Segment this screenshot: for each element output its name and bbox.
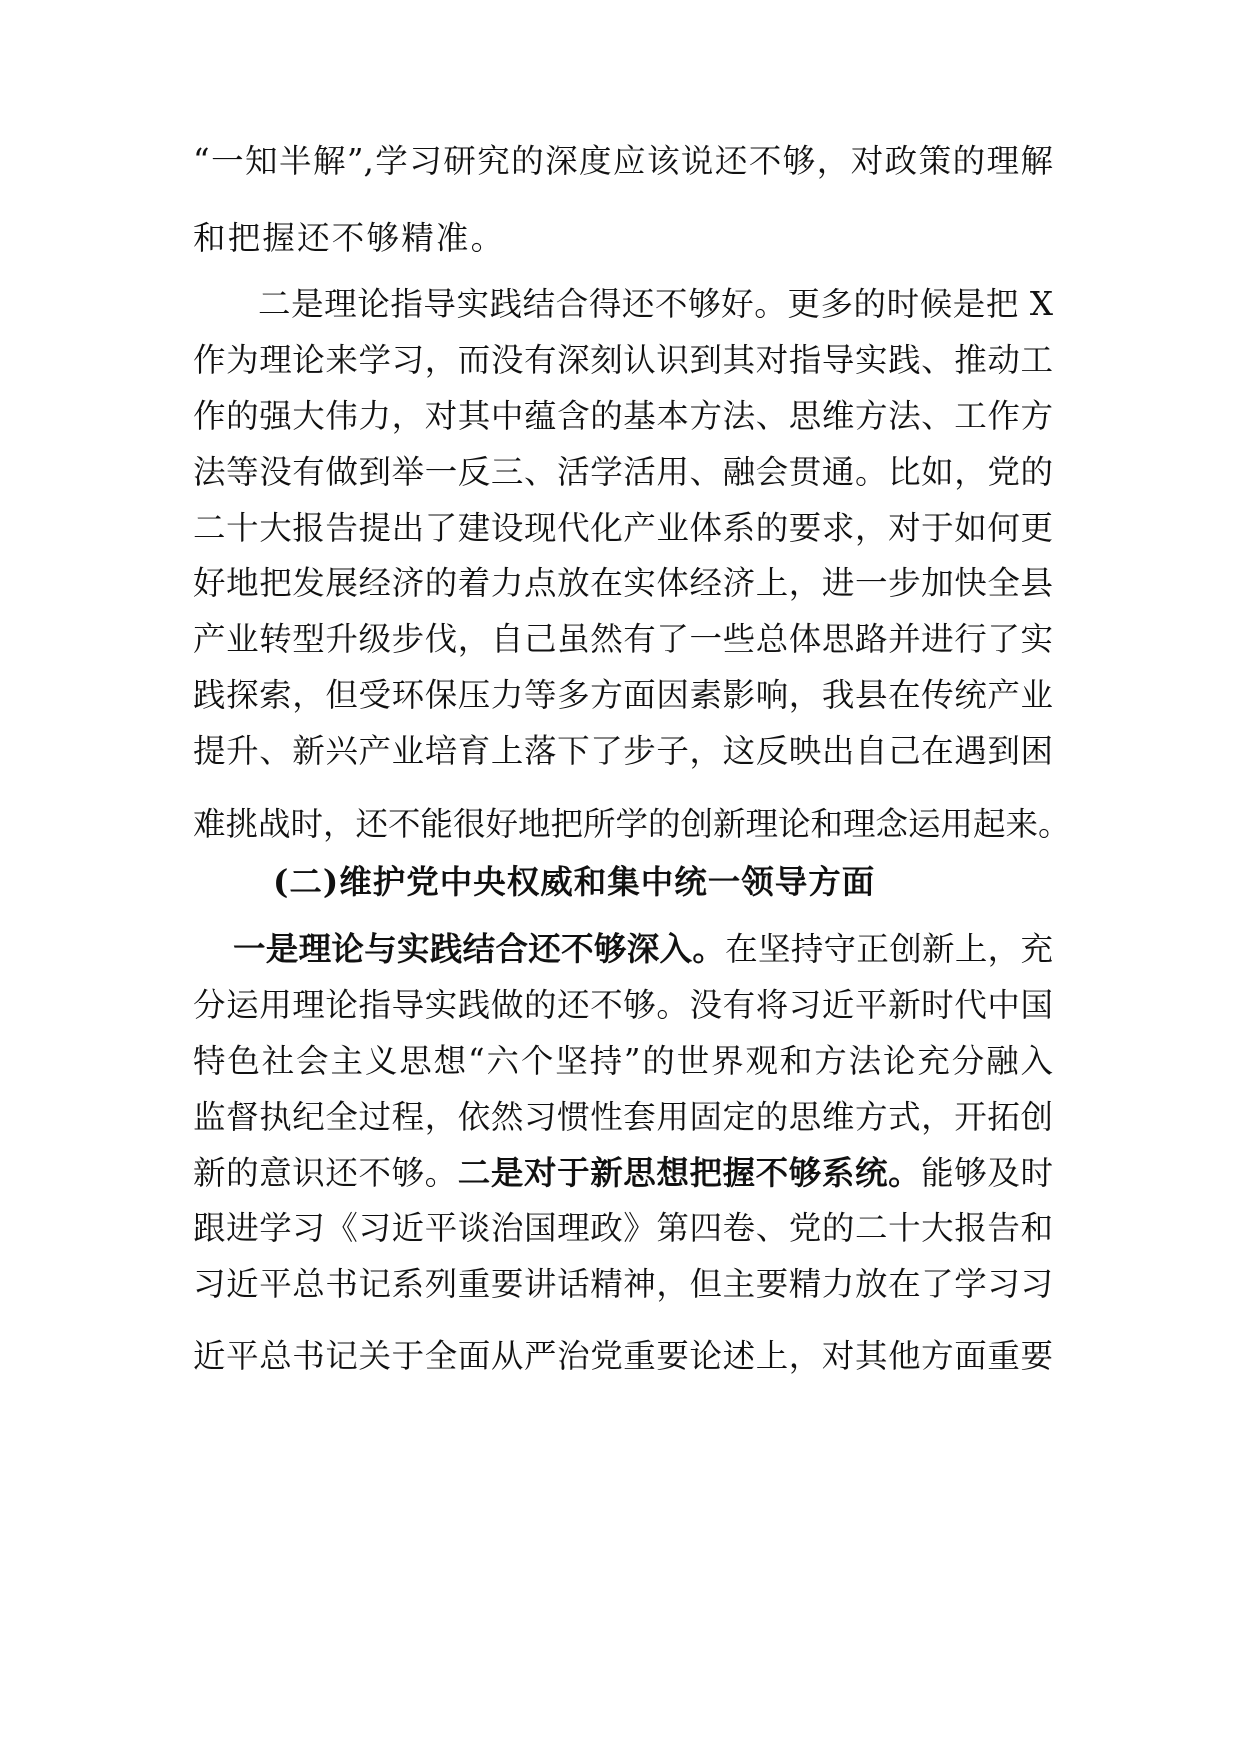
text-line-2: 和把握还不够精准。 [193, 219, 506, 257]
section-line-7: 习近平总书记系列重要讲话精神，但主要精力放在了学习习 [193, 1265, 1053, 1303]
section-heading: (二)维护党中央权威和集中统一领导方面 [273, 862, 876, 901]
section-line-5-rest: 能够及时 [921, 1154, 1053, 1192]
text-line-6: 法等没有做到举一反三、活学活用、融会贯通。比如，党的 [193, 453, 1053, 491]
text-line-7: 二十大报告提出了建设现代化产业体系的要求，对于如何更 [193, 509, 1053, 547]
text-line-1: “一知半解”,学习研究的深度应该说还不够，对政策的理解 [193, 142, 1053, 180]
bold-lead-2: 二是对于新思想把握不够系统。 [457, 1153, 922, 1192]
section-line-3: 特色社会主义思想“六个坚持”的世界观和方法论充分融入 [193, 1042, 1053, 1080]
section-line-4: 监督执纪全过程，依然习惯性套用固定的思维方式，开拓创 [193, 1098, 1053, 1136]
section-line-5 [193, 1151, 1053, 1195]
text-line-11: 提升、新兴产业培育上落下了步子，这反映出自己在遇到困 [193, 732, 1053, 770]
text-line-12: 难挑战时，还不能很好地把所学的创新理论和理念运用起来。 [193, 805, 1071, 843]
section-line-1 [233, 927, 1053, 971]
section-line-1-rest: 在坚持守正创新上，充 [725, 930, 1053, 968]
text-line-10: 践探索，但受环保压力等多方面因素影响，我县在传统产业 [193, 676, 1053, 714]
section-line-5-pre: 新的意识还不够。 [193, 1154, 458, 1192]
text-line-8: 好地把发展经济的着力点放在实体经济上，进一步加快全县 [193, 564, 1053, 602]
bold-lead-1: 一是理论与实践结合还不够深入。 [233, 929, 726, 968]
section-line-2: 分运用理论指导实践做的还不够。没有将习近平新时代中国 [193, 986, 1053, 1024]
text-line-3: 二是理论指导实践结合得还不够好。更多的时候是把 X [258, 285, 1053, 323]
section-line-8: 近平总书记关于全面从严治党重要论述上，对其他方面重要 [193, 1337, 1053, 1375]
text-line-9: 产业转型升级步伐，自己虽然有了一些总体思路并进行了实 [193, 620, 1053, 658]
section-line-6: 跟进学习《习近平谈治国理政》第四卷、党的二十大报告和 [193, 1209, 1053, 1247]
text-line-5: 作的强大伟力，对其中蕴含的基本方法、思维方法、工作方 [193, 397, 1053, 435]
text-line-4: 作为理论来学习，而没有深刻认识到其对指导实践、推动工 [193, 341, 1053, 379]
